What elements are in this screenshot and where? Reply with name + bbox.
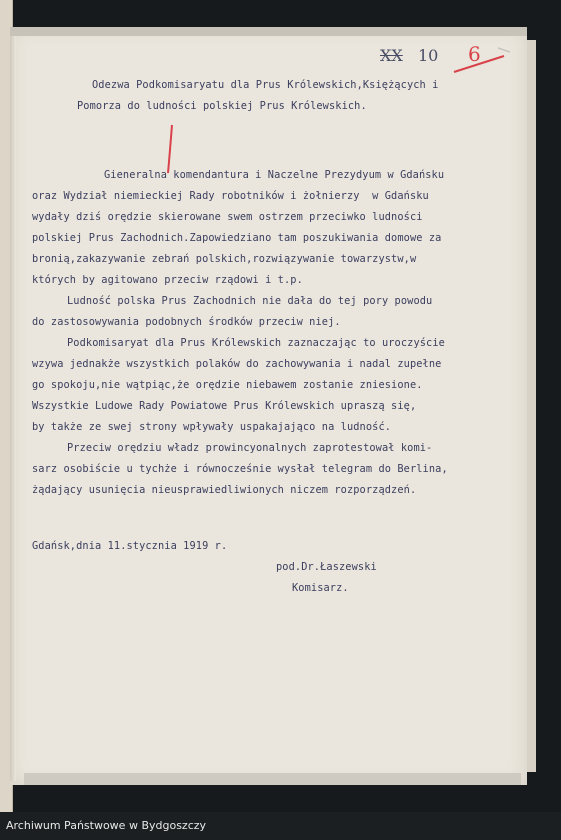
- place-and-date: Gdańsk,dnia 11.stycznia 1919 r.: [32, 540, 228, 552]
- signature: pod.Dr.Łaszewski: [276, 561, 377, 573]
- paragraph-1-line-2: oraz Wydział niemieckiej Rady robotników i żołnierzy w Gdańsku: [32, 190, 429, 202]
- paragraph-1-line-5: bronią,zakazywanie zebrań polskich,rozwiązywanie towarzystw,w: [32, 253, 417, 265]
- paragraph-4-line-3: żądający usunięcia nieusprawiedliwionych niczem rozporządzeń.: [32, 484, 417, 496]
- paragraph-1-line-6: których by agitowano przeciw rządowi i t.p.: [32, 274, 303, 286]
- page-edge: [527, 40, 536, 772]
- paragraph-3-line-4: Wszystkie Ludowe Rady Powiatowe Prus Królewskich upraszą się,: [32, 400, 417, 412]
- paragraph-4-line-2: sarz osobiście u tychże i równocześnie wysłał telegram do Berlina,: [32, 463, 448, 475]
- folio-number: 10: [418, 46, 439, 65]
- paragraph-1-line-4: polskiej Prus Zachodnich.Zapowiedziano tam poszukiwania domowe za: [32, 232, 442, 244]
- signatory-title: Komisarz.: [292, 582, 349, 594]
- paragraph-2-line-1: Ludność polska Prus Zachodnich nie dała do tej pory powodu: [67, 295, 433, 307]
- document-title-line-2: Pomorza do ludności polskiej Prus Królewskich.: [77, 100, 367, 112]
- page-top-strip: [10, 27, 527, 36]
- corrected-folio-number: 6: [468, 42, 481, 66]
- archive-name: Archiwum Państwowe w Bydgoszczy: [6, 819, 207, 832]
- paragraph-1-line-1: Gieneralna komendantura i Naczelne Prezydyum w Gdańsku: [104, 169, 445, 181]
- paragraph-3-line-5: by także ze swej strony wpływały uspakajająco na ludność.: [32, 421, 392, 433]
- document-title-line-1: Odezwa Podkomisaryatu dla Prus Królewskich,Księżących i: [92, 79, 439, 91]
- paragraph-3-line-3: go spokoju,nie wątpiąc,że orędzie niebawem zostanie zniesione.: [32, 379, 423, 391]
- paragraph-1-line-3: wydały dziś orędzie skierowane swem ostrzem przeciwko ludności: [32, 211, 423, 223]
- paragraph-3-line-2: wzywa jednakże wszystkich polaków do zachowywania i nadal zupełne: [32, 358, 442, 370]
- paragraph-3-line-1: Podkomisaryat dla Prus Królewskich zaznaczając to uroczyście: [67, 337, 445, 349]
- binding-edge: [10, 36, 16, 781]
- page-bottom-strip: [24, 773, 521, 785]
- paragraph-2-line-2: do zastosowywania podobnych środków przeciw niej.: [32, 316, 341, 328]
- archive-footer: [0, 812, 561, 840]
- paragraph-4-line-1: Przeciw orędziu władz prowincyonalnych zaprotestował komi-: [67, 442, 433, 454]
- folio-prefix: XX: [380, 46, 403, 65]
